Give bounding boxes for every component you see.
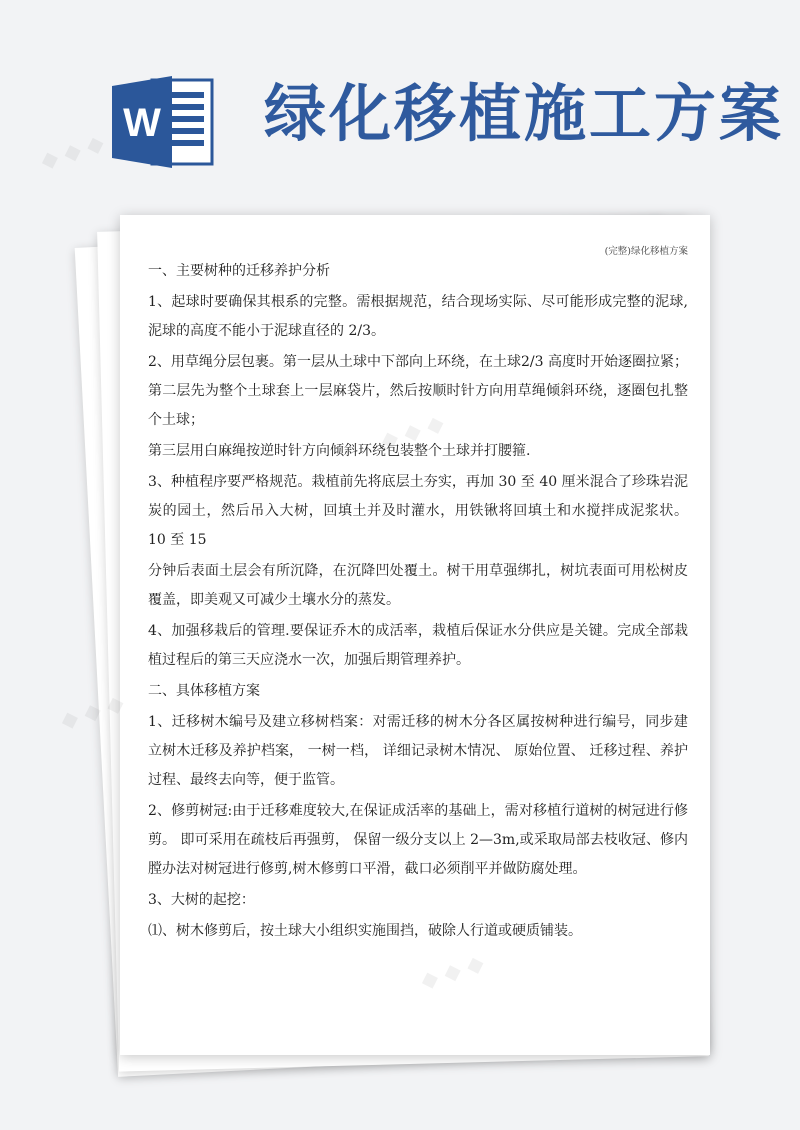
document-title: 绿化移植施工方案 bbox=[264, 77, 785, 150]
paragraph: ⑴、树木修剪后，按土球大小组织实施围挡，破除人行道或硬质铺装。 bbox=[148, 923, 582, 939]
paragraph: 2、修剪树冠:由于迁移难度较大,在保证成活率的基础上，需对移植行道树的树冠进行修剪。 即可采用在疏枝后再强剪， 保留一级分支以上 2—3m,或采取局部去枝收冠、修内膛办法对树冠进行修剪,树木修剪口平滑，截口必须削平并做防腐处理。 bbox=[148, 803, 688, 877]
logo-letter: W bbox=[123, 101, 161, 145]
paragraph: 1、迁移树木编号及建立移树档案：对需迁移的树木分各区属按树种进行编号，同步建立树木迁移及养护档案， 一树一档， 详细记录树木情况、 原始位置、 迁移过程、养护过程、最终去向等，便于监管。 bbox=[148, 714, 688, 788]
running-header: (完整)绿化移植方案 bbox=[604, 246, 688, 257]
document-body bbox=[148, 257, 688, 946]
watermark-layer: ◆ ◆ ◆ ◆ ◆ ◆ bbox=[37, 130, 128, 735]
paragraph: 3、大树的起挖： bbox=[148, 892, 255, 908]
document-page bbox=[120, 215, 710, 1055]
paragraph: 3、种植程序要严格规范。栽植前先将底层土夯实，再加 30 至 40 厘米混合了珍珠岩泥炭的园土，然后吊入大树，回填土并及时灌水，用铁锹将回填土和水搅拌成泥浆状。 10 至 15 bbox=[148, 474, 688, 548]
paragraph: 1、起球时要确保其根系的完整。需根据规范，结合现场实际、尽可能形成完整的泥球,泥球的高度不能小于泥球直径的 2/3。 bbox=[148, 294, 688, 339]
paragraph: 第三层用白麻绳按逆时针方向倾斜环绕包装整个土球并打腰箍. bbox=[148, 443, 531, 459]
section-heading: 一、主要树种的迁移养护分析 bbox=[148, 263, 330, 279]
word-document-icon bbox=[112, 76, 216, 168]
paragraph: 分钟后表面土层会有所沉降，在沉降凹处覆土。树干用草强绑扎，树坑表面可用松树皮覆盖，即美观又可减少土壤水分的蒸发。 bbox=[148, 563, 688, 608]
paragraph: 4、加强移栽后的管理.要保证乔木的成活率，栽植后保证水分供应是关键。完成全部栽植过程后的第三天应浇水一次，加强后期管理养护。 bbox=[148, 623, 688, 668]
banner-header bbox=[0, 0, 800, 200]
paragraph: 2、用草绳分层包裹。第一层从土球中下部向上环绕，在土球2/3 高度时开始逐圈拉紧；第二层先为整个土球套上一层麻袋片，然后按顺时针方向用草绳倾斜环绕，逐圈包扎整个土球； bbox=[148, 354, 688, 428]
section-heading: 二、具体移植方案 bbox=[148, 683, 260, 699]
